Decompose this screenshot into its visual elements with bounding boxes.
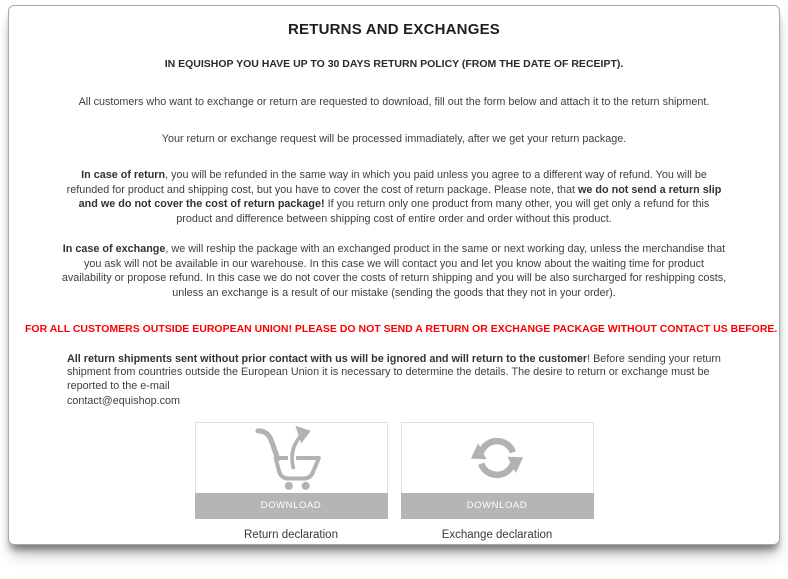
- return-declaration-download-button[interactable]: DOWNLOAD: [195, 493, 388, 519]
- return-declaration-column: [195, 422, 388, 543]
- return-declaration-card: [195, 422, 388, 519]
- exchange-policy-paragraph: [60, 242, 728, 300]
- returns-page-content: [9, 6, 779, 542]
- download-section: [49, 422, 739, 543]
- exchange-declaration-download-button[interactable]: DOWNLOAD: [401, 493, 594, 519]
- contact-email: contact@equishop.com: [67, 395, 180, 407]
- return-policy-subtitle: IN EQUISHOP YOU HAVE UP TO 30 DAYS RETURN POLICY (FROM THE DATE OF RECEIPT).: [164, 57, 624, 70]
- outside-eu-note: [67, 353, 733, 409]
- return-declaration-label: Return declaration: [244, 528, 338, 541]
- return-policy-paragraph: [60, 168, 728, 226]
- page-title: RETURNS AND EXCHANGES: [288, 21, 500, 38]
- outside-eu-warning: FOR ALL CUSTOMERS OUTSIDE EUROPEAN UNION! PLEASE DO NOT SEND A RETURN OR EXCHANGE PACKAGE WITHOUT CONTACT US BEFORE.: [25, 323, 778, 335]
- return-policy-lead: In case of return: [81, 169, 166, 181]
- exchange-declaration-label: Exchange declaration: [441, 528, 553, 541]
- return-declaration-icon-area: [195, 422, 388, 493]
- outside-eu-text: ! Before sending your return shipment from countries outside the European Union it is necessary to determine the details. The desire to return or exchange must be reported to the e-mail: [67, 352, 721, 392]
- return-policy-text-1: , you will be refunded in the same way in which you paid unless you agree to a different way of refund. You will be refunded for product and shipping cost, but you have to cover the cost of return package. Please note, that: [66, 169, 707, 196]
- page-sheet: [8, 5, 780, 545]
- intro-paragraph: All customers who want to exchange or return are requested to download, fill out the form below and attach it to the return shipment.: [78, 96, 710, 108]
- exchange-declaration-column: [401, 422, 594, 543]
- outside-eu-emphasis: All return shipments sent without prior contact with us will be ignored and will return to the customer: [67, 352, 588, 365]
- exchange-declaration-card: [401, 422, 594, 519]
- return-policy-emphasis: we do not send a return slip and we do not cover the cost of return package!: [78, 183, 722, 210]
- exchange-policy-lead: In case of exchange: [62, 243, 166, 255]
- exchange-declaration-icon-area: [401, 422, 594, 493]
- cart-return-icon: [243, 425, 339, 491]
- exchange-policy-text: , we will reship the package with an exchanged product in the same or next working day, unless the merchandise that you ask will not be available in our warehouse. In this case we will contact you and let you know about the waiting time for product availability or propose refund. In this case we do not cover the costs of return shipping and you will be also surcharged for reshipping costs, unless an exchange is a result of our mistake (sending the goods that they not in your order).: [61, 243, 727, 299]
- processing-paragraph: Your return or exchange request will be processed immadiately, after we get your return package.: [161, 132, 627, 145]
- return-policy-text-2: If you return only one product from many other, you will get only a refund for this product and difference between shipping cost of entire order and order without this product.: [176, 198, 710, 225]
- exchange-arrows-icon: [464, 428, 530, 488]
